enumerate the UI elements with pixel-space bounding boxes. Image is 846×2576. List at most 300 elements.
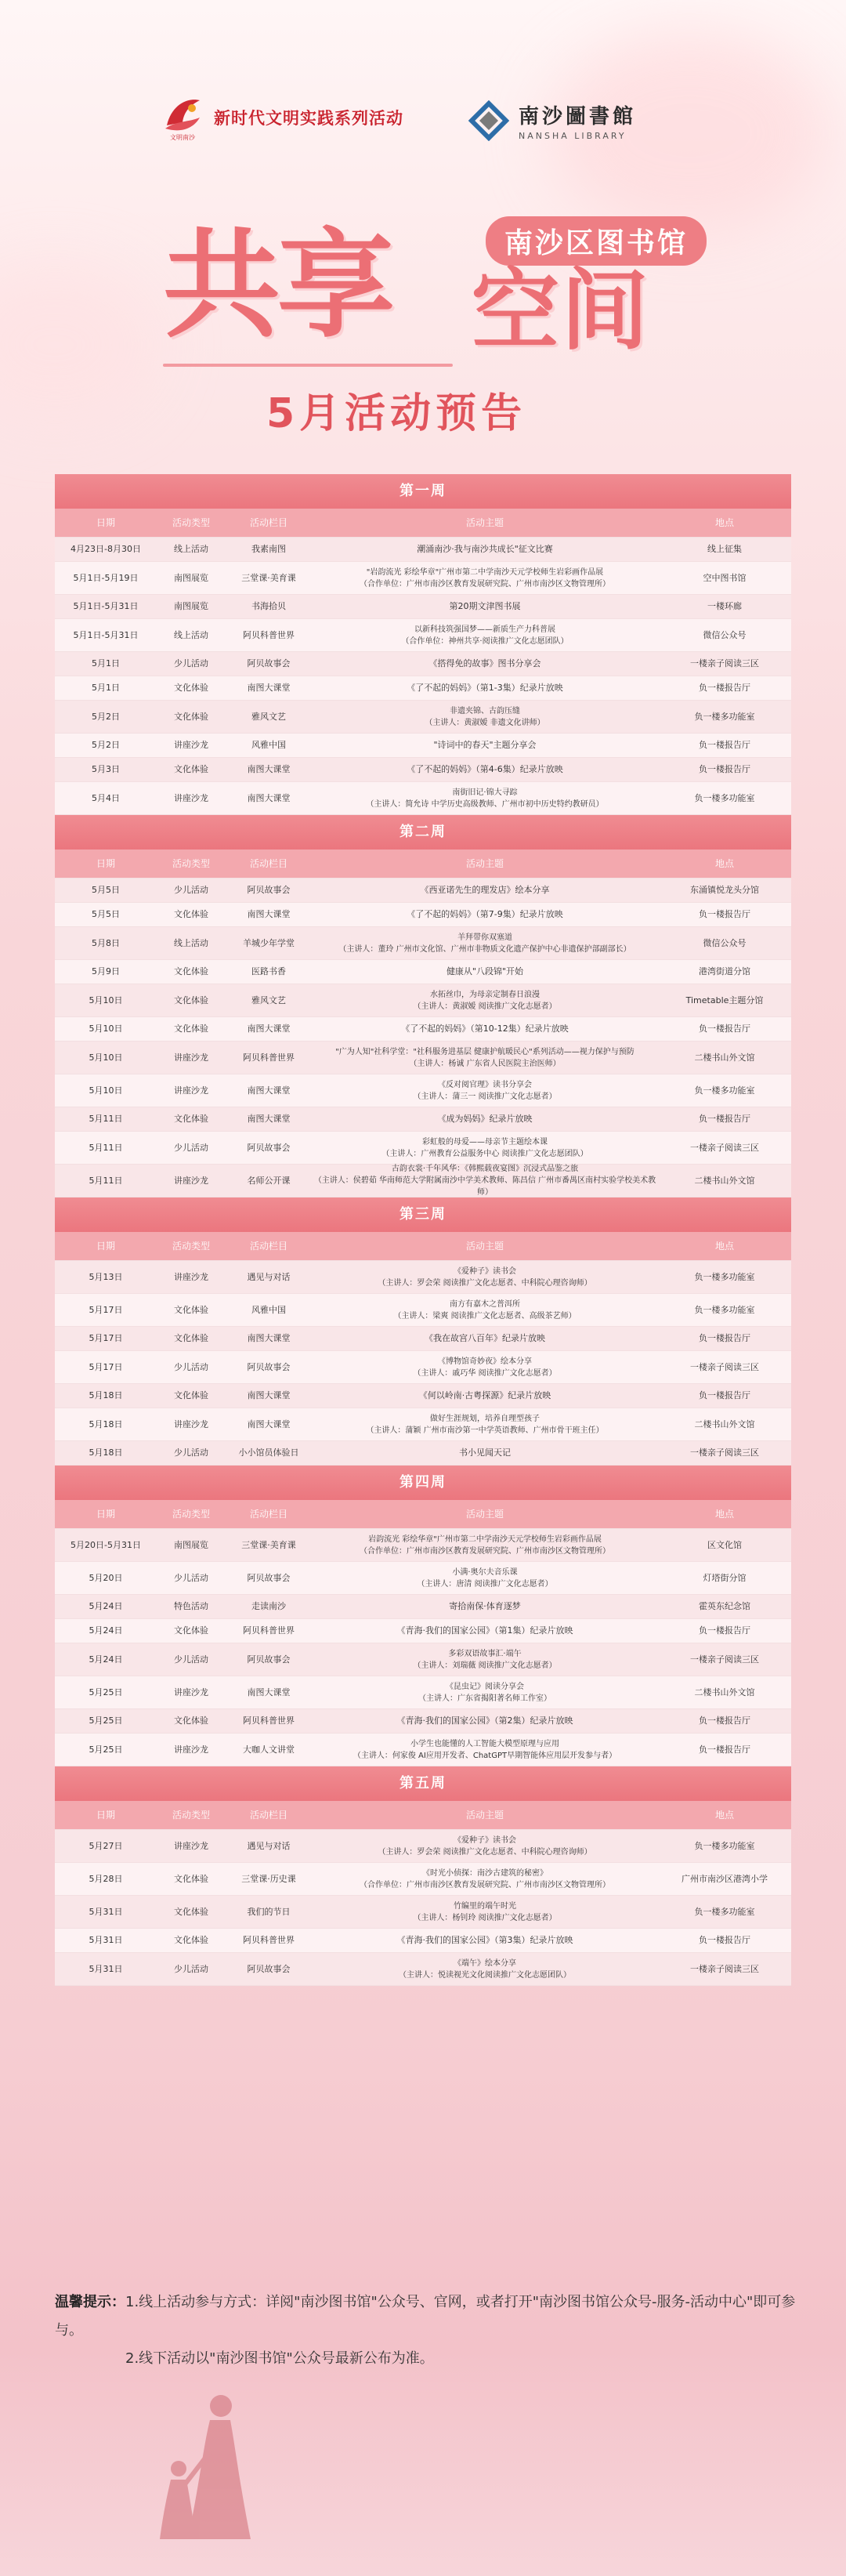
column-cell: 南图大课堂 bbox=[247, 1085, 291, 1096]
table-row bbox=[55, 1042, 791, 1074]
table-row bbox=[55, 984, 791, 1017]
table-row bbox=[55, 1441, 791, 1466]
venue-cell: 负一楼多功能室 bbox=[694, 1906, 755, 1917]
topic-cell: 《博物馆奇妙夜》绘本分享 （主讲人：戚巧华 阅读推广文化志愿者） bbox=[413, 1357, 557, 1378]
table-header-row bbox=[55, 509, 791, 538]
column-cell: 走读南沙 bbox=[251, 1601, 286, 1611]
table-row bbox=[55, 1643, 791, 1676]
date-cell: 5月11日 bbox=[89, 1142, 123, 1153]
type-cell: 线上活动 bbox=[174, 544, 208, 554]
date-cell: 5月1日 bbox=[92, 658, 120, 668]
venue-cell: 空中图书馆 bbox=[703, 572, 747, 583]
date-cell: 4月23日-8月30日 bbox=[70, 544, 141, 554]
date-cell: 5月17日 bbox=[89, 1304, 123, 1315]
venue-cell: 一楼亲子阅读三区 bbox=[690, 1963, 759, 1974]
table-row bbox=[55, 734, 791, 758]
table-row bbox=[55, 1384, 791, 1408]
column-cell: 风雅中国 bbox=[251, 1304, 286, 1315]
date-cell: 5月17日 bbox=[89, 1361, 123, 1372]
civilization-logo bbox=[161, 94, 403, 141]
library-name-en: NANSHA LIBRARY bbox=[519, 131, 627, 141]
library-logo bbox=[468, 100, 636, 141]
date-cell: 5月11日 bbox=[89, 1175, 123, 1186]
table-row bbox=[55, 927, 791, 960]
hero-subtitle: 5月活动预告 bbox=[266, 390, 527, 437]
column-cell: 遇见与对话 bbox=[247, 1271, 291, 1282]
venue-cell: 东涌镇悦龙头分馆 bbox=[690, 885, 759, 895]
venue-cell: 负一楼报告厅 bbox=[699, 764, 750, 774]
venue-cell: 一楼亲子阅读三区 bbox=[690, 1361, 759, 1372]
column-cell: 小小馆员体验日 bbox=[238, 1447, 299, 1458]
mother-child-silhouette-icon bbox=[133, 2382, 274, 2555]
civilization-logo-sub: 文明南沙 bbox=[170, 134, 195, 141]
topic-cell: 南街旧记·锦大寻踪 （主讲人：简允诗 中学历史高级教师、广州市初中历史特约教研员） bbox=[366, 788, 604, 809]
type-cell: 少儿活动 bbox=[174, 1361, 208, 1372]
column-header: 日期 bbox=[96, 517, 115, 528]
topic-cell: 水拓丝巾，为母亲定制春日浪漫 （主讲人：黄淑嫒 阅读推广文化志愿者） bbox=[413, 990, 557, 1011]
library-name-cn: 南沙圖書館 bbox=[519, 105, 637, 129]
date-cell: 5月13日 bbox=[89, 1271, 123, 1282]
type-cell: 文化体验 bbox=[174, 995, 208, 1005]
week-title: 第五周 bbox=[55, 1766, 791, 1801]
column-cell: 雅风文艺 bbox=[251, 711, 286, 722]
column-cell: 医路书香 bbox=[251, 966, 286, 976]
type-cell: 文化体验 bbox=[174, 1024, 208, 1034]
topic-cell: 寄拾南保·体育逐梦 bbox=[449, 1601, 521, 1611]
venue-cell: 负一楼报告厅 bbox=[699, 1716, 750, 1726]
table-row bbox=[55, 1351, 791, 1384]
topic-cell: "广为人知"社科学堂："社科服务进基层 健康护航暖民心"系列活动——视力保护与预防 （主讲人：杨诚 广东省人民医院主治医师） bbox=[335, 1047, 634, 1068]
type-cell: 少儿活动 bbox=[174, 1963, 208, 1974]
table-row bbox=[55, 1709, 791, 1734]
column-header: 日期 bbox=[96, 1810, 115, 1821]
table-row bbox=[55, 903, 791, 927]
topic-cell: 羊拜带你双塞道 （主讲人：董玲 广州市文化馆、广州市非物质文化遗产保护中心非遗保护部副部长） bbox=[338, 933, 631, 954]
type-cell: 文化体验 bbox=[174, 1625, 208, 1636]
venue-cell: 一楼亲子阅读三区 bbox=[690, 658, 759, 668]
type-cell: 少儿活动 bbox=[174, 1142, 208, 1153]
venue-cell: 负一楼报告厅 bbox=[699, 1024, 750, 1034]
date-cell: 5月2日 bbox=[92, 740, 120, 750]
type-cell: 文化体验 bbox=[174, 1333, 208, 1343]
venue-cell: 微信公众号 bbox=[703, 937, 747, 948]
table-row bbox=[55, 1132, 791, 1165]
column-cell: 阿贝故事会 bbox=[247, 1142, 291, 1153]
topic-cell: "岩韵流光 彩绘华章"广州市第二中学南沙天元学校师生岩彩画作品展 （合作单位：广州市南沙区教育发展研究院、广州市南沙区文物管理所） bbox=[360, 567, 610, 589]
table-header-row bbox=[55, 1801, 791, 1830]
type-cell: 文化体验 bbox=[174, 909, 208, 919]
library-pill: 南沙区图书馆 bbox=[486, 216, 707, 266]
date-cell: 5月25日 bbox=[89, 1687, 123, 1697]
table-header-row bbox=[55, 1232, 791, 1261]
type-cell: 少儿活动 bbox=[174, 885, 208, 895]
column-cell: 南图大课堂 bbox=[247, 1024, 291, 1034]
table-header-row bbox=[55, 850, 791, 879]
column-cell: 阿贝故事会 bbox=[247, 1572, 291, 1583]
column-header: 活动栏目 bbox=[249, 1509, 287, 1520]
column-header: 活动主题 bbox=[465, 1810, 504, 1821]
topic-cell: 《何以岭南·古粤探源》纪录片放映 bbox=[418, 1390, 551, 1400]
venue-cell: 霍英东纪念馆 bbox=[699, 1601, 750, 1611]
column-header: 活动类型 bbox=[172, 517, 210, 528]
column-cell: 南图大课堂 bbox=[247, 764, 291, 774]
type-cell: 文化体验 bbox=[174, 683, 208, 693]
column-cell: 南图大课堂 bbox=[247, 1333, 291, 1343]
type-cell: 文化体验 bbox=[174, 966, 208, 976]
type-cell: 少儿活动 bbox=[174, 1654, 208, 1665]
table-row bbox=[55, 652, 791, 676]
table-row bbox=[55, 1896, 791, 1929]
topic-cell: 古韵衣裳·千年风华：《韩熙载夜宴图》沉浸式品鉴之旅 （主讲人：侯碧茹 华南师范大学附属南沙中学美术教师、陈昌信 广州市番禺区南村实验学校美术教师） bbox=[313, 1165, 656, 1197]
date-cell: 5月31日 bbox=[89, 1963, 123, 1974]
column-cell: 南图大课堂 bbox=[247, 1687, 291, 1697]
column-cell: 书海拾贝 bbox=[251, 601, 286, 611]
date-cell: 5月3日 bbox=[92, 764, 120, 774]
type-cell: 南图展览 bbox=[174, 1539, 208, 1550]
date-cell: 5月24日 bbox=[89, 1654, 123, 1665]
column-header: 活动主题 bbox=[465, 1509, 504, 1520]
venue-cell: Timetable主题分馆 bbox=[685, 995, 764, 1005]
week-title: 第四周 bbox=[55, 1466, 791, 1500]
type-cell: 少儿活动 bbox=[174, 1572, 208, 1583]
column-header: 地点 bbox=[714, 1810, 734, 1821]
venue-cell: 负一楼多功能室 bbox=[694, 792, 755, 803]
topic-cell: 《西亚诺先生的理发店》绘本分享 bbox=[420, 885, 550, 895]
venue-cell: 负一楼报告厅 bbox=[699, 683, 750, 693]
table-row bbox=[55, 1074, 791, 1107]
column-cell: 三堂课·美育课 bbox=[241, 1539, 296, 1550]
venue-cell: 港湾街道分馆 bbox=[699, 966, 750, 976]
header bbox=[0, 86, 846, 157]
date-cell: 5月10日 bbox=[89, 1085, 123, 1096]
column-header: 活动类型 bbox=[172, 1509, 210, 1520]
venue-cell: 负一楼多功能室 bbox=[694, 1271, 755, 1282]
column-cell: 我素南图 bbox=[251, 544, 286, 554]
venue-cell: 二楼书山外文馆 bbox=[694, 1418, 755, 1429]
table-row bbox=[55, 1734, 791, 1766]
table-row bbox=[55, 1408, 791, 1441]
column-cell: 阿贝科普世界 bbox=[243, 1625, 295, 1636]
column-header: 活动主题 bbox=[465, 517, 504, 528]
column-cell: 阿贝故事会 bbox=[247, 1654, 291, 1665]
week-title: 第三周 bbox=[55, 1197, 791, 1232]
type-cell: 讲座沙龙 bbox=[174, 1744, 208, 1755]
table-row bbox=[55, 701, 791, 734]
table-row bbox=[55, 1929, 791, 1953]
type-cell: 南图展览 bbox=[174, 601, 208, 611]
column-cell: 三堂课·历史课 bbox=[241, 1873, 296, 1884]
column-header: 活动栏目 bbox=[249, 1241, 287, 1252]
type-cell: 文化体验 bbox=[174, 1935, 208, 1945]
date-cell: 5月5日 bbox=[92, 909, 120, 919]
venue-cell: 微信公众号 bbox=[703, 629, 747, 640]
column-cell: 阿贝故事会 bbox=[247, 885, 291, 895]
column-header: 活动类型 bbox=[172, 858, 210, 869]
table-row bbox=[55, 538, 791, 562]
column-header: 日期 bbox=[96, 1509, 115, 1520]
venue-cell: 负一楼报告厅 bbox=[699, 1390, 750, 1400]
column-header: 地点 bbox=[714, 1509, 734, 1520]
type-cell: 文化体验 bbox=[174, 1906, 208, 1917]
type-cell: 讲座沙龙 bbox=[174, 792, 208, 803]
notes-label: 温馨提示： bbox=[55, 2294, 125, 2310]
venue-cell: 二楼书山外文馆 bbox=[694, 1687, 755, 1697]
venue-cell: 负一楼报告厅 bbox=[699, 1625, 750, 1636]
topic-cell: 《昆虫记》阅读分享会 （主讲人：广东省揭阳著名师工作室） bbox=[418, 1682, 551, 1703]
column-cell: 南图大课堂 bbox=[247, 1390, 291, 1400]
table-row bbox=[55, 619, 791, 652]
topic-cell: 做好生涯规划，培养自理型孩子 （主讲人：蒲颖 广州市南沙第一中学英语教师、广州市骨干班主任） bbox=[366, 1414, 604, 1435]
topic-cell: 《端午》绘本分享 （主讲人：悦读视光文化阅读推广文化志愿团队） bbox=[399, 1958, 571, 1980]
venue-cell: 线上征集 bbox=[707, 544, 742, 554]
table-row bbox=[55, 1165, 791, 1197]
date-cell: 5月18日 bbox=[89, 1390, 123, 1400]
civilization-emblem-icon bbox=[161, 94, 204, 141]
topic-cell: 南方有嘉木之普洱所 （主讲人：梁爽 阅读推广文化志愿者、高级茶艺师） bbox=[393, 1299, 577, 1321]
notes-line-2: 2.线下活动以"南沙图书馆"公众号最新公布为准。 bbox=[125, 2350, 434, 2367]
venue-cell: 负一楼多功能室 bbox=[694, 1304, 755, 1315]
type-cell: 讲座沙龙 bbox=[174, 1175, 208, 1186]
civilization-logo-title: 新时代文明实践系列活动 bbox=[214, 109, 403, 128]
topic-cell: 《成为妈妈》纪录片放映 bbox=[437, 1114, 533, 1124]
hero-title: 共享 bbox=[163, 218, 392, 354]
table-row bbox=[55, 1107, 791, 1132]
hero-title-2: 空间 bbox=[472, 260, 650, 362]
column-header: 活动类型 bbox=[172, 1241, 210, 1252]
table-row bbox=[55, 676, 791, 701]
topic-cell: 健康从"八段锦"开始 bbox=[446, 966, 524, 976]
date-cell: 5月5日 bbox=[92, 885, 120, 895]
topic-cell: 小学生也能懂的人工智能大模型原理与应用 （主讲人：何家俊 AI应用开发者、ChatGPT早期智能体应用层开发参与者） bbox=[352, 1739, 617, 1760]
table-row bbox=[55, 1562, 791, 1595]
table-row bbox=[55, 1953, 791, 1986]
topic-cell: 《了不起的妈妈》（第4-6集）纪录片放映 bbox=[407, 764, 563, 774]
date-cell: 5月8日 bbox=[92, 937, 120, 948]
library-emblem-icon bbox=[468, 100, 509, 141]
topic-cell: 《搭得免的故事》图书分享会 bbox=[428, 658, 541, 668]
column-cell: 名师公开课 bbox=[247, 1175, 291, 1186]
venue-cell: 负一楼多功能室 bbox=[694, 1085, 755, 1096]
table-row bbox=[55, 879, 791, 903]
column-cell: 大咖人文讲堂 bbox=[243, 1744, 295, 1755]
type-cell: 文化体验 bbox=[174, 1114, 208, 1124]
topic-cell: 多彩双语故事汇·端午 （主讲人：刘瑞薇 阅读推广文化志愿者） bbox=[413, 1649, 557, 1670]
type-cell: 讲座沙龙 bbox=[174, 740, 208, 750]
table-row bbox=[55, 1676, 791, 1709]
column-cell: 南图大课堂 bbox=[247, 909, 291, 919]
table-row bbox=[55, 1863, 791, 1896]
type-cell: 文化体验 bbox=[174, 1304, 208, 1315]
type-cell: 少儿活动 bbox=[174, 658, 208, 668]
date-cell: 5月20日 bbox=[89, 1572, 123, 1583]
column-cell: 南图大课堂 bbox=[247, 683, 291, 693]
topic-cell: 《爱种子》读书会 （主讲人：罗会荣 阅读推广文化志愿者、中科院心理咨询师） bbox=[378, 1835, 592, 1857]
date-cell: 5月18日 bbox=[89, 1447, 123, 1458]
table-row bbox=[55, 562, 791, 595]
topic-cell: 《了不起的妈妈》（第1-3集）纪录片放映 bbox=[407, 683, 563, 693]
venue-cell: 二楼书山外文馆 bbox=[694, 1052, 755, 1063]
column-cell: 风雅中国 bbox=[251, 740, 286, 750]
date-cell: 5月1日-5月31日 bbox=[73, 601, 139, 611]
column-header: 活动栏目 bbox=[249, 1810, 287, 1821]
venue-cell: 灯塔街分馆 bbox=[703, 1572, 747, 1583]
column-cell: 南图大课堂 bbox=[247, 1114, 291, 1124]
topic-cell: 书小见闻天记 bbox=[459, 1447, 511, 1458]
topic-cell: 第20期文津图书展 bbox=[449, 601, 521, 611]
venue-cell: 二楼书山外文馆 bbox=[694, 1175, 755, 1186]
table-row bbox=[55, 1327, 791, 1351]
date-cell: 5月1日-5月19日 bbox=[73, 572, 139, 583]
date-cell: 5月10日 bbox=[89, 1024, 123, 1034]
column-header: 活动主题 bbox=[465, 858, 504, 869]
notes bbox=[55, 2288, 807, 2373]
venue-cell: 一楼亲子阅读三区 bbox=[690, 1447, 759, 1458]
topic-cell: 《青海·我们的国家公园》（第2集）纪录片放映 bbox=[396, 1716, 573, 1726]
column-cell: 雅风文艺 bbox=[251, 995, 286, 1005]
type-cell: 文化体验 bbox=[174, 764, 208, 774]
topic-cell: 《爱种子》读书会 （主讲人：罗会荣 阅读推广文化志愿者、中科院心理咨询师） bbox=[378, 1266, 592, 1288]
topic-cell: 《了不起的妈妈》（第10-12集）纪录片放映 bbox=[401, 1024, 569, 1034]
date-cell: 5月18日 bbox=[89, 1418, 123, 1429]
topic-cell: 潮涌南沙·我与南沙共成长"征文比赛 bbox=[417, 544, 553, 554]
schedule-table bbox=[55, 474, 791, 1986]
type-cell: 讲座沙龙 bbox=[174, 1052, 208, 1063]
column-cell: 遇见与对话 bbox=[247, 1840, 291, 1851]
type-cell: 文化体验 bbox=[174, 711, 208, 722]
date-cell: 5月24日 bbox=[89, 1625, 123, 1636]
venue-cell: 负一楼报告厅 bbox=[699, 1333, 750, 1343]
hero bbox=[0, 212, 846, 439]
type-cell: 少儿活动 bbox=[174, 1447, 208, 1458]
table-row bbox=[55, 1261, 791, 1294]
topic-cell: 《时光小侦探：南沙古建筑的秘密》 （合作单位：广州市南沙区教育发展研究院、广州市南沙区文物管理所） bbox=[360, 1868, 610, 1889]
table-row bbox=[55, 1294, 791, 1327]
venue-cell: 一楼亲子阅读三区 bbox=[690, 1142, 759, 1153]
date-cell: 5月27日 bbox=[89, 1840, 123, 1851]
column-cell: 南图大课堂 bbox=[247, 1418, 291, 1429]
column-cell: 南图大课堂 bbox=[247, 792, 291, 803]
date-cell: 5月25日 bbox=[89, 1716, 123, 1726]
table-row bbox=[55, 782, 791, 815]
date-cell: 5月11日 bbox=[89, 1114, 123, 1124]
hero-divider bbox=[163, 364, 453, 367]
week-title: 第二周 bbox=[55, 815, 791, 850]
type-cell: 线上活动 bbox=[174, 937, 208, 948]
table-row bbox=[55, 1595, 791, 1619]
topic-cell: 《反对阅官理》读书分享会 （主讲人：蒲三一 阅读推广文化志愿者） bbox=[413, 1080, 557, 1101]
week-title: 第一周 bbox=[55, 474, 791, 509]
column-header: 地点 bbox=[714, 858, 734, 869]
date-cell: 5月17日 bbox=[89, 1333, 123, 1343]
venue-cell: 广州市南沙区港湾小学 bbox=[682, 1873, 768, 1884]
date-cell: 5月28日 bbox=[89, 1873, 123, 1884]
topic-cell: 《我在故宫八百年》纪录片放映 bbox=[425, 1333, 545, 1343]
column-header: 日期 bbox=[96, 858, 115, 869]
type-cell: 线上活动 bbox=[174, 629, 208, 640]
venue-cell: 负一楼报告厅 bbox=[699, 1935, 750, 1945]
table-row bbox=[55, 758, 791, 782]
date-cell: 5月10日 bbox=[89, 995, 123, 1005]
column-header: 活动栏目 bbox=[249, 858, 287, 869]
date-cell: 5月9日 bbox=[92, 966, 120, 976]
venue-cell: 负一楼多功能室 bbox=[694, 1840, 755, 1851]
type-cell: 讲座沙龙 bbox=[174, 1840, 208, 1851]
date-cell: 5月20日-5月31日 bbox=[70, 1539, 141, 1550]
type-cell: 讲座沙龙 bbox=[174, 1271, 208, 1282]
notes-line-1: 1.线上活动参与方式：详阅"南沙图书馆"公众号、官网，或者打开"南沙图书馆公众号-服务-活动中心"即可参与。 bbox=[55, 2294, 796, 2339]
column-cell: 阿贝科普世界 bbox=[243, 1716, 295, 1726]
topic-cell: 《了不起的妈妈》（第7-9集）纪录片放映 bbox=[407, 909, 563, 919]
date-cell: 5月25日 bbox=[89, 1744, 123, 1755]
venue-cell: 负一楼报告厅 bbox=[699, 1744, 750, 1755]
column-cell: 阿贝科普世界 bbox=[243, 1052, 295, 1063]
column-header: 活动主题 bbox=[465, 1241, 504, 1252]
venue-cell: 一楼亲子阅读三区 bbox=[690, 1654, 759, 1665]
column-cell: 阿贝科普世界 bbox=[243, 629, 295, 640]
topic-cell: 小满·奥尔夫音乐课 （主讲人：唐清 阅读推广文化志愿者） bbox=[417, 1567, 553, 1589]
date-cell: 5月31日 bbox=[89, 1906, 123, 1917]
venue-cell: 一楼环廊 bbox=[707, 601, 742, 611]
date-cell: 5月1日 bbox=[92, 683, 120, 693]
type-cell: 南图展览 bbox=[174, 572, 208, 583]
venue-cell: 负一楼报告厅 bbox=[699, 740, 750, 750]
date-cell: 5月31日 bbox=[89, 1935, 123, 1945]
venue-cell: 区文化馆 bbox=[707, 1539, 742, 1550]
table-row bbox=[55, 1619, 791, 1643]
date-cell: 5月10日 bbox=[89, 1052, 123, 1063]
column-header: 地点 bbox=[714, 1241, 734, 1252]
type-cell: 文化体验 bbox=[174, 1716, 208, 1726]
date-cell: 5月24日 bbox=[89, 1601, 123, 1611]
type-cell: 文化体验 bbox=[174, 1873, 208, 1884]
topic-cell: 竹编里的端午时光 （主讲人：杨钊玲 阅读推广文化志愿者） bbox=[413, 1901, 557, 1922]
topic-cell: 以新科技筑强国梦——新质生产力科普展 （合作单位：神州共享·阅读推广文化志愿团队） bbox=[401, 625, 569, 646]
table-header-row bbox=[55, 1500, 791, 1529]
column-header: 活动类型 bbox=[172, 1810, 210, 1821]
venue-cell: 负一楼多功能室 bbox=[694, 711, 755, 722]
column-cell: 阿贝故事会 bbox=[247, 1963, 291, 1974]
type-cell: 文化体验 bbox=[174, 1390, 208, 1400]
column-header: 日期 bbox=[96, 1241, 115, 1252]
column-cell: 羊城少年学堂 bbox=[243, 937, 295, 948]
type-cell: 讲座沙龙 bbox=[174, 1418, 208, 1429]
column-cell: 阿贝科普世界 bbox=[243, 1935, 295, 1945]
venue-cell: 负一楼报告厅 bbox=[699, 1114, 750, 1124]
type-cell: 讲座沙龙 bbox=[174, 1085, 208, 1096]
topic-cell: 岩韵流光 彩绘华章"广州市第二中学南沙天元学校师生岩彩画作品展 （合作单位：广州市南沙区教育发展研究院、广州市南沙区文物管理所） bbox=[360, 1534, 610, 1556]
date-cell: 5月4日 bbox=[92, 792, 120, 803]
date-cell: 5月1日-5月31日 bbox=[73, 629, 139, 640]
date-cell: 5月2日 bbox=[92, 711, 120, 722]
table-row bbox=[55, 1830, 791, 1863]
topic-cell: 《青海·我们的国家公园》（第1集）纪录片放映 bbox=[396, 1625, 573, 1636]
table-row bbox=[55, 1529, 791, 1562]
table-row bbox=[55, 1017, 791, 1042]
topic-cell: 《青海·我们的国家公园》（第3集）纪录片放映 bbox=[396, 1935, 573, 1945]
column-header: 地点 bbox=[714, 517, 734, 528]
topic-cell: 彩虹般的母爱——母亲节主题绘本课 （主讲人：广州教育公益服务中心 阅读推广文化志愿团队） bbox=[381, 1137, 588, 1158]
table-row bbox=[55, 595, 791, 619]
topic-cell: 非遗夹锦、古韵压缝 （主讲人：黄淑嫒 非遗文化讲师） bbox=[425, 706, 545, 727]
column-cell: 我们的节日 bbox=[247, 1906, 291, 1917]
topic-cell: "诗词中的春天"主题分享会 bbox=[433, 740, 537, 750]
table-row bbox=[55, 960, 791, 984]
column-cell: 阿贝故事会 bbox=[247, 1361, 291, 1372]
venue-cell: 负一楼报告厅 bbox=[699, 909, 750, 919]
type-cell: 特色活动 bbox=[174, 1601, 208, 1611]
column-header: 活动栏目 bbox=[249, 517, 287, 528]
type-cell: 讲座沙龙 bbox=[174, 1687, 208, 1697]
